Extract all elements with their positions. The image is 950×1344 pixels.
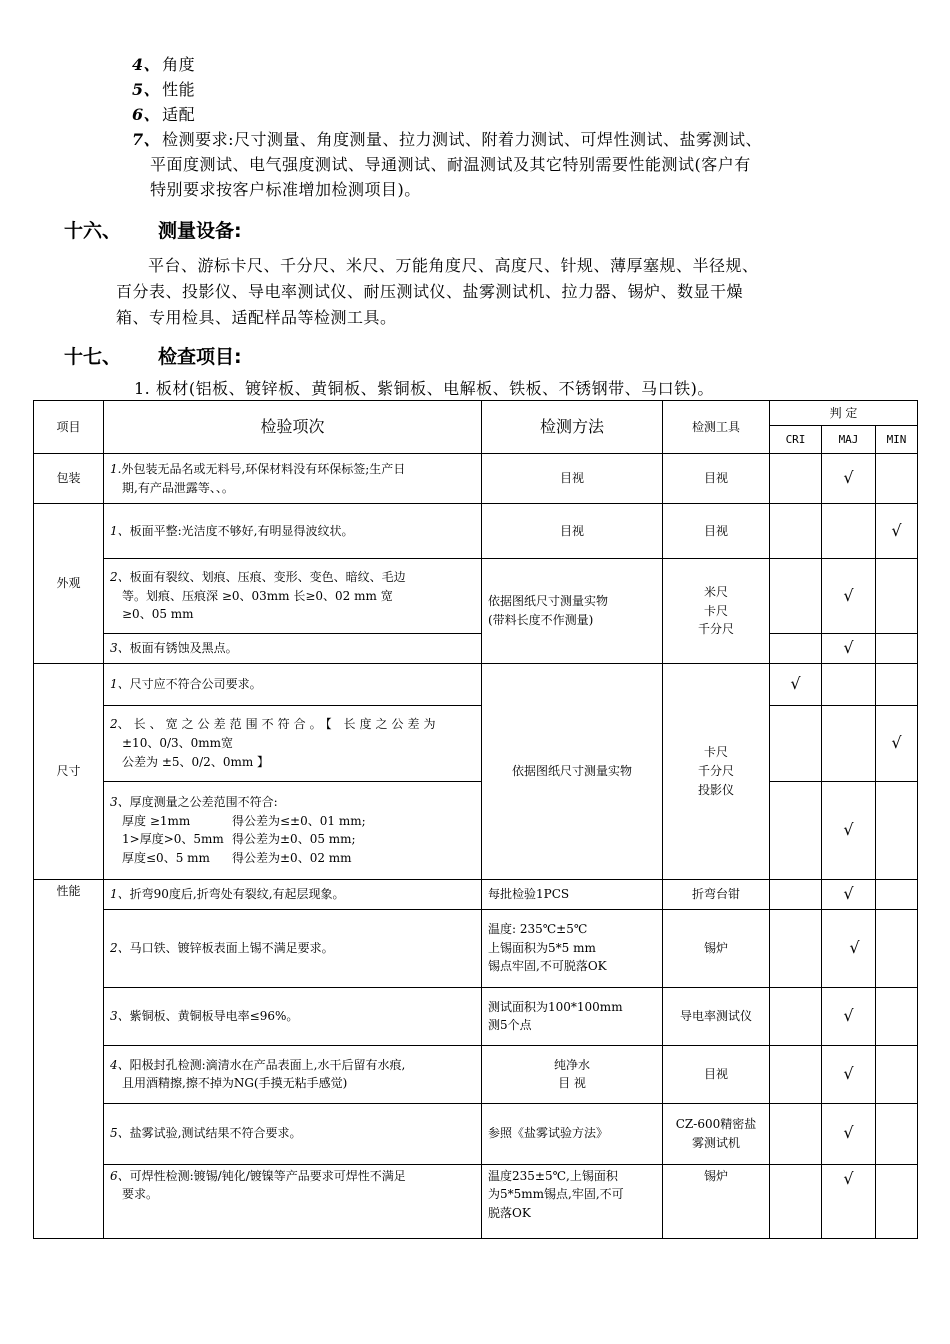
method-text: 目 视 [558, 1076, 586, 1091]
tool-text: 千分尺 [697, 764, 734, 778]
method-cell: 依据图纸尺寸测量实物 [482, 663, 663, 879]
inspection-cell [104, 879, 482, 909]
table-row [34, 705, 918, 781]
row-number: 3、 [110, 1008, 130, 1023]
method-text: 锡点牢固,不可脱落OK [488, 959, 607, 974]
inspection-cell [104, 1164, 482, 1238]
min-cell [876, 987, 918, 1045]
header-method: 检测方法 [482, 401, 663, 454]
tool-cell: 目视 [663, 454, 770, 504]
header-item: 项目 [34, 401, 104, 454]
row-number: 1、 [110, 886, 130, 901]
thickness-tolerance: 得公差为±0、02 mm [232, 850, 352, 865]
table-row [34, 987, 918, 1045]
check-mark: √ [822, 1164, 876, 1238]
list-item-4 [132, 53, 195, 77]
tool-cell [663, 663, 770, 879]
min-cell [876, 909, 918, 987]
table-row [34, 663, 918, 705]
section-17-title: 检查项目: [158, 346, 242, 368]
header-inspection: 检验项次 [104, 401, 482, 454]
section-16-number: 十六、 [64, 220, 122, 242]
method-cell: 目视 [482, 454, 663, 504]
list-number: 6、 [132, 105, 161, 124]
table-subtitle: 1. 板材(铝板、镀锌板、黄铜板、紫铜板、电解板、铁板、不锈钢带、马口铁)。 [134, 379, 714, 398]
tool-text: CZ-600精密盐 [675, 1117, 757, 1131]
inspection-cell [104, 705, 482, 781]
list-item-7-line3: 特别要求按客户标准增加检测项目)。 [150, 180, 421, 199]
tool-text: 卡尺 [703, 745, 728, 760]
method-text: 温度235±5℃,上锡面积 [488, 1168, 618, 1183]
inspection-text: 等。划痕、压痕深 ≥0、03mm 长≥0、02 mm 宽 [122, 588, 393, 603]
cri-cell [770, 504, 822, 559]
tool-cell [663, 1103, 770, 1164]
list-number: 4、 [132, 55, 161, 74]
check-mark: √ [822, 1045, 876, 1103]
inspection-text: 盐雾试验,测试结果不符合要求。 [129, 1126, 302, 1141]
check-mark: √ [822, 559, 876, 634]
inspection-cell [104, 1045, 482, 1103]
list-text: 适配 [162, 105, 196, 124]
min-cell [876, 1045, 918, 1103]
row-number: 1、 [110, 523, 130, 538]
min-cell [876, 1164, 918, 1238]
check-mark: √ [770, 663, 822, 705]
inspection-text: 尺寸应不符合公司要求。 [129, 677, 262, 691]
row-number: 2、 [110, 570, 130, 585]
row-number: 2 [110, 717, 118, 732]
check-mark: √ [876, 504, 918, 559]
method-text: 脱落OK [488, 1205, 531, 1220]
method-cell [482, 559, 663, 664]
method-text: 测试面积为100*100mm [488, 999, 623, 1014]
tool-cell [663, 559, 770, 664]
inspection-text: 外包装无品名或无料号,环保材料没有环保标签;生产日 [121, 461, 406, 476]
equipment-line-2: 百分表、投影仪、导电率测试仪、耐压测试仪、盐雾测试机、拉力器、锡炉、数显干燥 [116, 282, 744, 301]
inspection-text: ≥0、05 mm [122, 607, 194, 622]
tool-cell [663, 909, 770, 987]
row-number: 6、 [110, 1168, 130, 1183]
inspection-text: 板面有裂纹、划痕、压痕、变形、变色、暗纹、毛边 [129, 570, 406, 585]
cri-cell [770, 454, 822, 504]
list-item-7 [132, 128, 762, 152]
inspection-cell [104, 634, 482, 664]
maj-cell [822, 504, 876, 559]
header-min: MIN [876, 426, 918, 454]
row-number: 1、 [110, 677, 130, 691]
method-text: 每批检验1PCS [488, 886, 570, 901]
list-item-7-line2: 平面度测试、电气强度测试、导通测试、耐温测试及其它特别需要性能测试(客户有 [150, 155, 751, 174]
section-17-number: 十七、 [64, 346, 122, 368]
inspection-table [33, 400, 918, 1239]
row-number: 5、 [110, 1126, 130, 1141]
table-row [34, 1045, 918, 1103]
list-item-6 [132, 103, 195, 127]
min-cell [876, 781, 918, 879]
thickness-tolerance: 得公差为±0、05 mm; [232, 832, 356, 847]
thickness-tolerance: 得公差为≤±0、01 mm; [232, 813, 366, 828]
list-number: 5、 [132, 80, 161, 99]
list-item-5 [132, 78, 195, 102]
list-number: 7、 [132, 130, 161, 149]
row-number: 3、 [110, 641, 130, 656]
tool-text: 锡炉 [703, 1168, 728, 1183]
inspection-text: 折弯90度后,折弯处有裂纹,有起层现象。 [129, 886, 345, 901]
inspection-text: 期,有产品泄露等、、。 [122, 480, 234, 495]
cri-cell [770, 1103, 822, 1164]
method-cell [482, 879, 663, 909]
tool-cell [663, 879, 770, 909]
table-row [34, 781, 918, 879]
min-cell [876, 663, 918, 705]
tool-text: 导电率测试仪 [679, 1008, 752, 1023]
inspection-cell [104, 987, 482, 1045]
inspection-text: 、长、宽之公差范围不符合。【 长度之公差为 [117, 717, 440, 732]
inspection-cell [104, 559, 482, 634]
table-row [34, 1103, 918, 1164]
cri-cell [770, 559, 822, 634]
category-performance: 性能 [34, 879, 104, 1238]
section-16-title: 测量设备: [158, 220, 242, 242]
tool-cell [663, 987, 770, 1045]
cri-cell [770, 781, 822, 879]
check-mark: √ [822, 1103, 876, 1164]
method-cell [482, 987, 663, 1045]
check-mark: √ [822, 909, 876, 987]
min-cell [876, 559, 918, 634]
list-text: 角度 [162, 55, 196, 74]
inspection-text: 阳极封孔检测:滴清水在产品表面上,水干后留有水痕, [129, 1057, 406, 1072]
inspection-text: ±10、0/3、0mm宽 [122, 736, 234, 750]
cri-cell [770, 705, 822, 781]
header-maj: MAJ [822, 426, 876, 454]
inspection-cell [104, 504, 482, 559]
tool-cell: 目视 [663, 504, 770, 559]
cri-cell [770, 634, 822, 664]
method-text: 温度: 235℃±5℃ [488, 922, 588, 937]
inspection-text: 紫铜板、黄铜板导电率≤96%。 [129, 1008, 299, 1023]
category-dimension: 尺寸 [34, 663, 104, 879]
list-text: 性能 [162, 80, 196, 99]
check-mark: √ [822, 987, 876, 1045]
cri-cell [770, 1164, 822, 1238]
method-text: 上锡面积为5*5 mm [488, 940, 596, 955]
method-text: (带料长度不作测量) [488, 612, 594, 627]
check-mark: √ [822, 454, 876, 504]
tool-text: 雾测试机 [691, 1135, 740, 1150]
inspection-text: 厚度测量之公差范围不符合: [129, 795, 278, 810]
inspection-cell [104, 781, 482, 879]
method-text: 纯净水 [553, 1057, 590, 1072]
equipment-line-1: 平台、游标卡尺、千分尺、米尺、万能角度尺、高度尺、针规、薄厚塞规、半径规、 [148, 256, 759, 275]
inspection-cell [104, 663, 482, 705]
cri-cell [770, 909, 822, 987]
table-row [34, 909, 918, 987]
thickness-range: 厚度≤0、5 mm [122, 850, 210, 865]
inspection-text: 可焊性检测:镀锡/钝化/镀镍等产品要求可焊性不满足 [129, 1168, 406, 1183]
maj-cell [822, 663, 876, 705]
inspection-cell [104, 909, 482, 987]
tool-text: 卡尺 [703, 603, 728, 618]
inspection-cell [104, 454, 482, 504]
tool-text: 米尺 [703, 585, 728, 599]
tool-text: 折弯台钳 [691, 886, 740, 901]
method-cell [482, 909, 663, 987]
row-number: 3、 [110, 795, 130, 810]
tool-text: 锡炉 [703, 940, 728, 955]
header-tool: 检测工具 [663, 401, 770, 454]
cri-cell [770, 987, 822, 1045]
category-packaging: 包装 [34, 454, 104, 504]
cri-cell [770, 1045, 822, 1103]
inspection-text: 公差为 ±5、0/2、0mm 】 [122, 754, 270, 769]
method-text: 测5个点 [488, 1018, 532, 1033]
list-text: 检测要求:尺寸测量、角度测量、拉力测试、附着力测试、可焊性测试、盐雾测试、 [162, 130, 763, 149]
check-mark: √ [822, 781, 876, 879]
table-row [34, 634, 918, 664]
maj-cell [822, 705, 876, 781]
table-row [34, 504, 918, 559]
cri-cell [770, 879, 822, 909]
row-number: 2、 [110, 940, 130, 955]
table-row [34, 559, 918, 634]
tool-text: 千分尺 [697, 622, 734, 637]
inspection-text: 板面平整:光洁度不够好,有明显得波纹状。 [129, 523, 354, 538]
method-cell [482, 1045, 663, 1103]
min-cell [876, 879, 918, 909]
method-text: 为5*5mm锡点,牢固,不可 [488, 1187, 624, 1202]
inspection-text: 马口铁、镀锌板表面上锡不满足要求。 [129, 940, 334, 955]
table-row [34, 879, 918, 909]
tool-cell [663, 1164, 770, 1238]
check-mark: √ [876, 705, 918, 781]
tool-cell [663, 1045, 770, 1103]
thickness-range: 1>厚度>0、5mm [122, 832, 224, 847]
check-mark: √ [822, 634, 876, 664]
check-mark: √ [822, 879, 876, 909]
equipment-line-3: 箱、专用检具、适配样品等检测工具。 [116, 308, 397, 327]
method-cell [482, 1103, 663, 1164]
method-text: 参照《盐雾试验方法》 [488, 1126, 609, 1141]
inspection-cell [104, 1103, 482, 1164]
method-cell [482, 1164, 663, 1238]
min-cell [876, 634, 918, 664]
inspection-text: 要求。 [122, 1187, 159, 1202]
table-row [34, 1164, 918, 1238]
inspection-text: 且用酒精擦,擦不掉为NG(手摸无粘手感觉) [122, 1076, 348, 1091]
tool-text: 投影仪 [697, 782, 734, 797]
category-appearance: 外观 [34, 504, 104, 664]
tool-text: 目视 [703, 1066, 728, 1081]
min-cell [876, 1103, 918, 1164]
inspection-text: 板面有锈蚀及黑点。 [129, 641, 238, 656]
min-cell [876, 454, 918, 504]
row-number: 4、 [110, 1057, 130, 1072]
table-row [34, 454, 918, 504]
row-number: 1. [110, 461, 122, 476]
method-text: 依据图纸尺寸测量实物 [488, 594, 609, 609]
method-cell: 目视 [482, 504, 663, 559]
thickness-range: 厚度 ≥1mm [122, 813, 191, 828]
header-cri: CRI [770, 426, 822, 454]
header-judgment: 判 定 [770, 401, 918, 426]
